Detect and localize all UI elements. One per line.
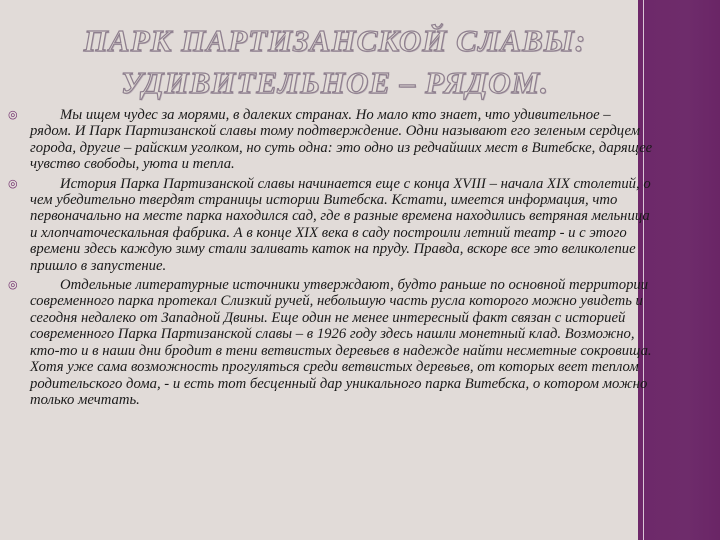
bullet-icon: ◎ bbox=[8, 279, 18, 292]
bullet-icon: ◎ bbox=[8, 109, 18, 121]
paragraph-intro bbox=[10, 107, 655, 173]
slide-title-line-2: УДИВИТЕЛЬНОЕ – РЯДОМ. bbox=[120, 65, 549, 100]
paragraph-history bbox=[10, 176, 655, 274]
slide-title bbox=[40, 20, 630, 104]
bullet-icon: ◎ bbox=[8, 177, 18, 190]
slide-title-line-1: ПАРК ПАРТИЗАНСКОЙ СЛАВЫ: bbox=[83, 23, 587, 58]
paragraph-text: Мы ищем чудес за морями, в далеких странах. Но мало кто знает, что удивительное – рядом. И Парк Партизанской славы тому подтверждение. Одни называют его зеленым сердцем города, другие – райским уголком, но суть одна: это одно из редчайших мест в Витебске, дарящее чувство свободы, уюта и тепла. bbox=[30, 107, 653, 173]
slide-content bbox=[10, 107, 655, 411]
paragraph-sources bbox=[10, 277, 655, 408]
paragraph-text: История Парка Партизанской славы начинается еще с конца XVIII – начала XIX столетий, о чем убедительно твердят страницы истории Витебска. Кстати, имеется информация, что первоначально на месте парка находился сад, где в разные времена находились ветряная мельница и хлопчаточескальная фабрика. А в конце XIX века в саду построили летний театр - и с этого времени здесь каждую зиму стали заливать каток на пруду. Правда, вскоре все это великолепие пришло в запустение. bbox=[30, 175, 651, 274]
paragraph-text: Отдельные литературные источники утверждают, будто раньше по основной территории современного парка протекал Слизкий ручей, небольшую часть русла которого можно увидеть и сегодня недалеко от Западной Двины. Еще один не менее интересный факт связан с историей современного Парка Партизанской славы – в 1926 году здесь нашли монетный клад. Возможно, кто-то и в наши дни бродит в тени ветвистых деревьев в надежде найти несметные сокровища. Хотя уже сама возможность прогуляться среди ветвистых деревьев, от которых веет теплом родительского дома, - и есть тот бесценный дар уникального парка Витебска, о котором можно только мечтать. bbox=[30, 277, 652, 408]
